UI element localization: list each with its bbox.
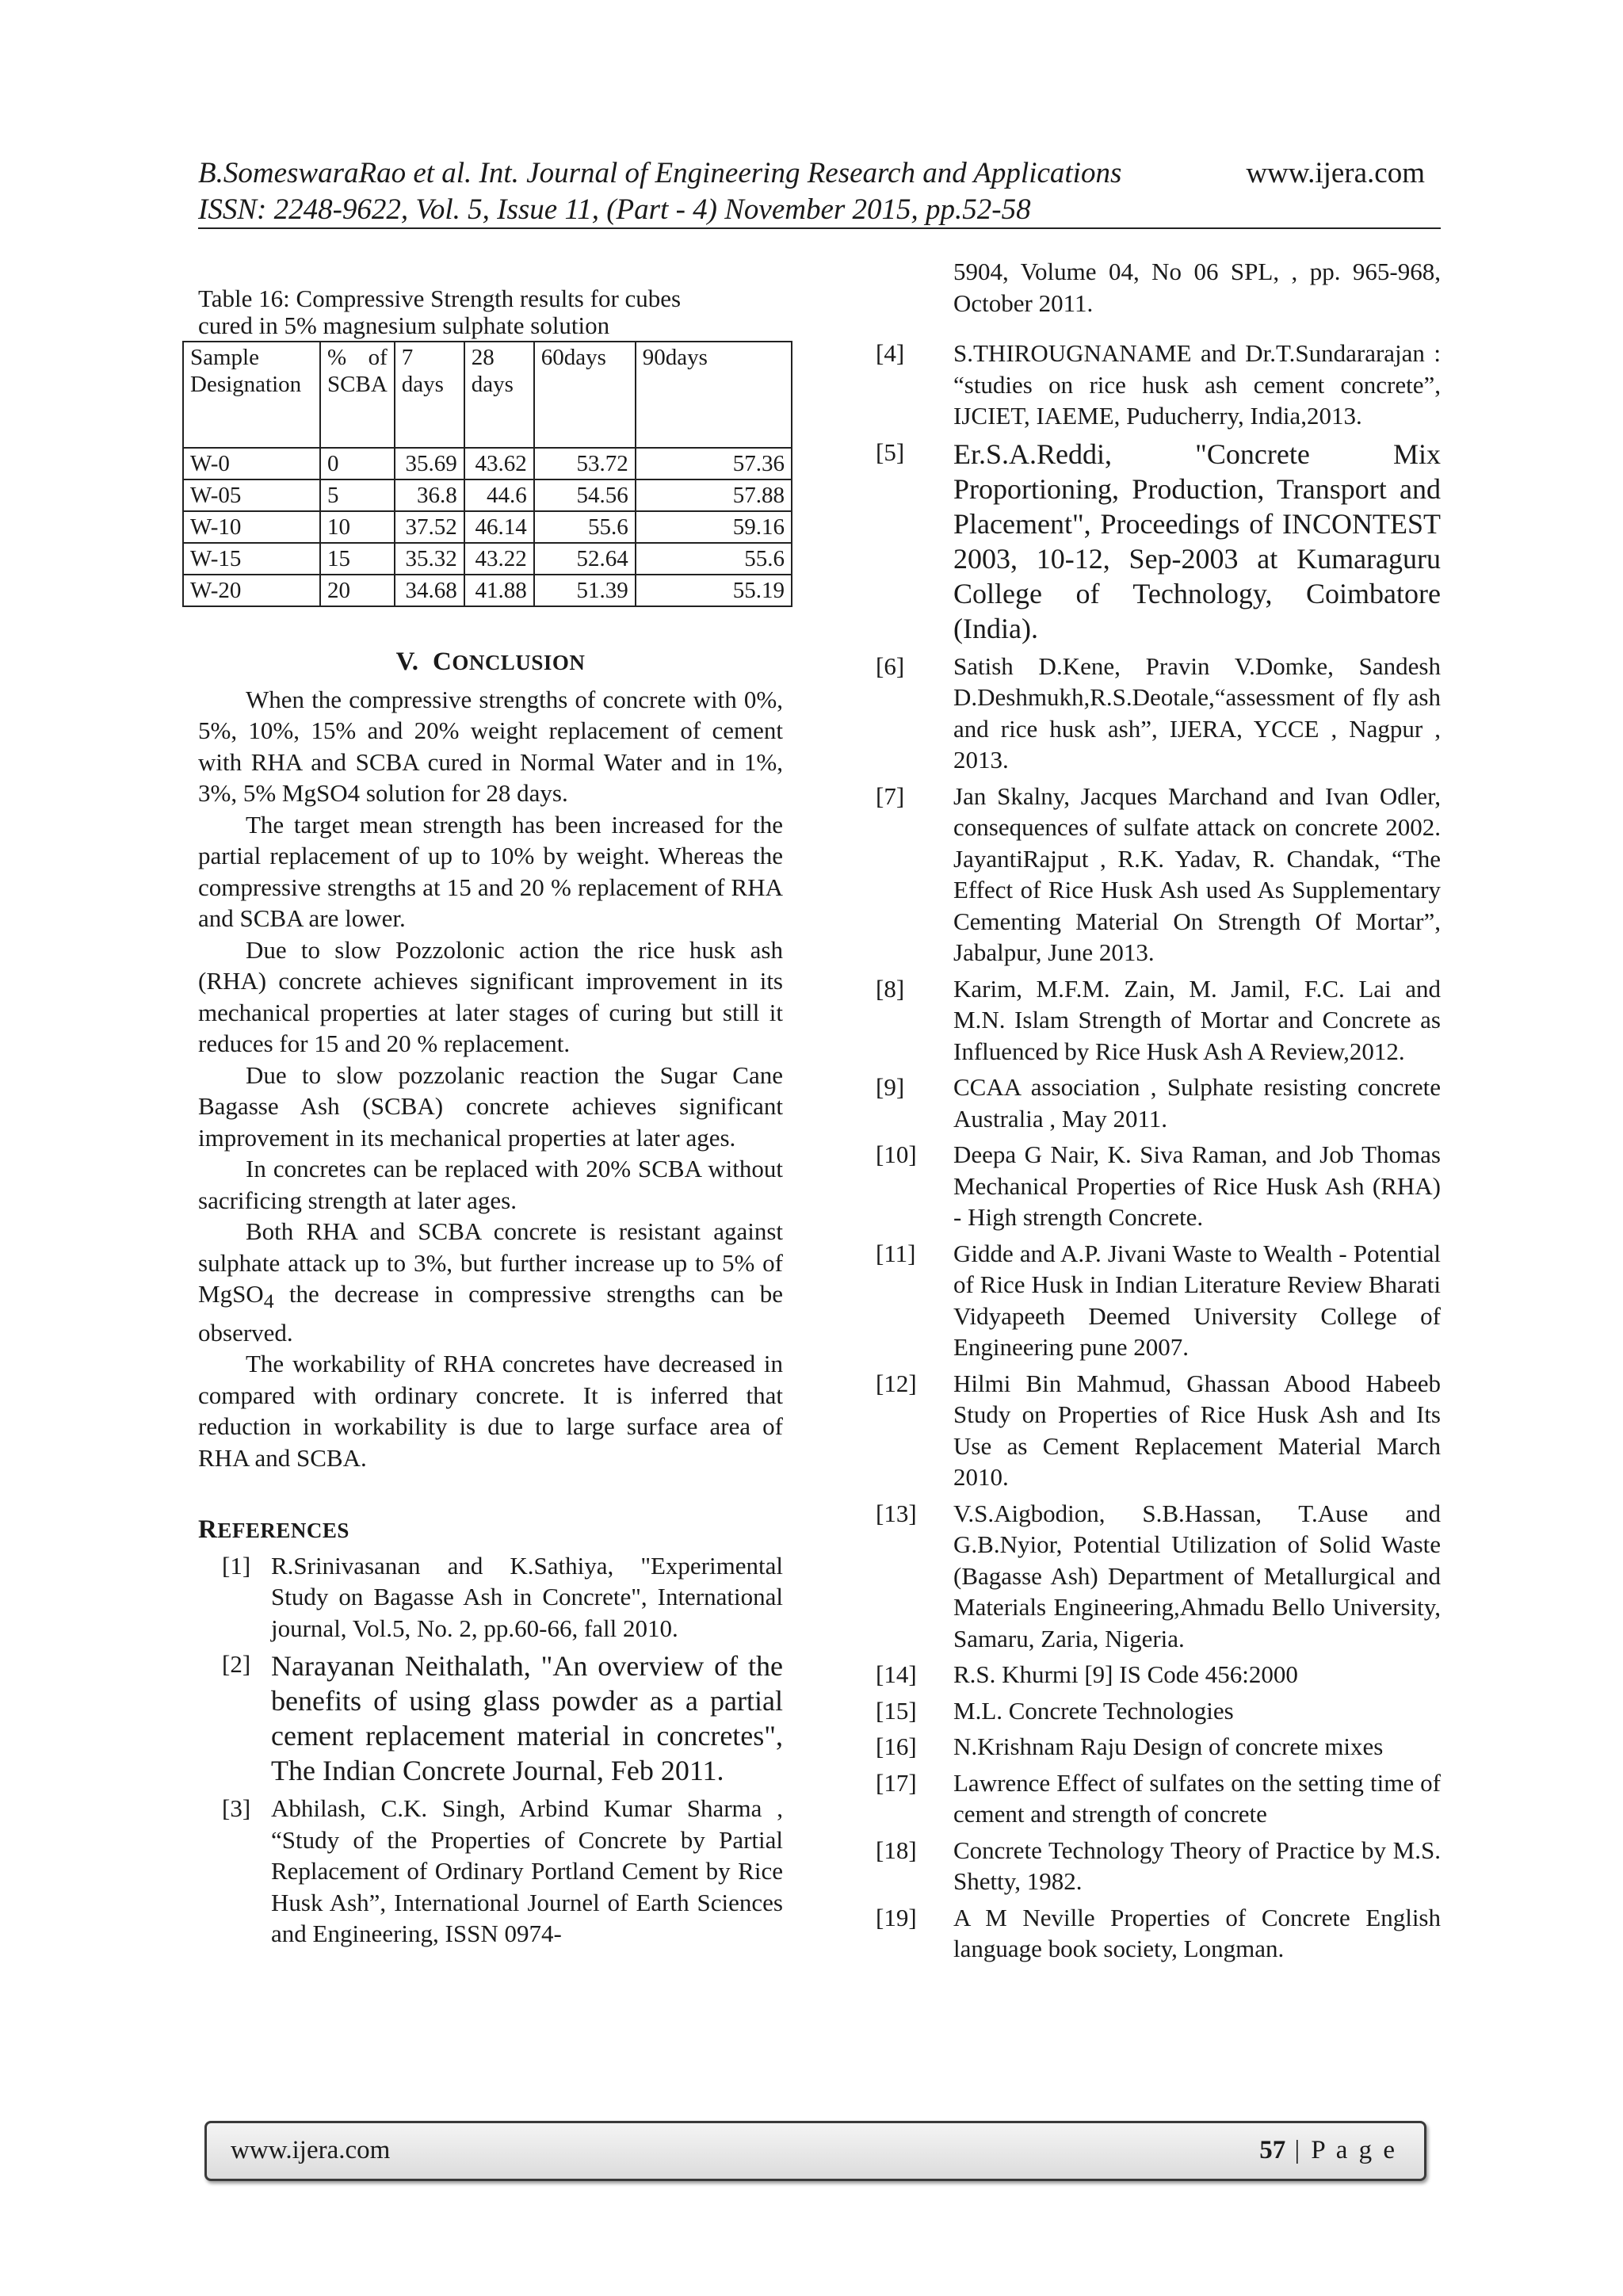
page-label: | P a g e <box>1285 2136 1397 2164</box>
reference-item <box>876 781 1441 968</box>
header-rule <box>198 227 1441 229</box>
paragraph-text: the decrease in compressive strengths can be observed. <box>198 1280 783 1347</box>
reference-text: S.THIROUGNANAME and Dr.T.Sundararajan : “studies on rice husk ash cement concrete”, IJCIET, IAEME, Puducherry, India,2013. <box>953 339 1441 430</box>
reference-text: Satish D.Kene, Pravin V.Domke, Sandesh D.Deshmukh,R.S.Deotale,“assessment of fly ash and rice husk ash”, IJERA, YCCE , Nagpur , 2013. <box>953 651 1441 774</box>
table-header-cell: 28 days <box>464 342 534 448</box>
table-cell: 46.14 <box>464 511 534 543</box>
conclusion-paragraph: The target mean strength has been increased for the partial replacement of up to 10% by weight. Whereas the compressive strengths at 15 and 20 % replacement of RHA and SCBA are lower. <box>198 810 783 932</box>
reference-number: [6] <box>876 651 905 680</box>
reference-item <box>876 1767 1441 1830</box>
compressive-strength-table <box>182 341 792 607</box>
reference-item <box>876 1498 1441 1655</box>
table-cell: 54.56 <box>534 479 636 511</box>
table-row <box>183 575 792 606</box>
conclusion-paragraph: In concretes can be replaced with 20% SCBA without sacrificing strength at later ages. <box>198 1155 783 1214</box>
table-caption-line: cured in 5% magnesium sulphate solution <box>198 311 610 339</box>
reference-item <box>876 1072 1441 1134</box>
table-cell: W-0 <box>183 448 320 479</box>
table-cell: 0 <box>320 448 395 479</box>
header-issn: ISSN: 2248-9622, Vol. 5, Issue 11, (Part - 4) November 2015, pp.52-58 <box>198 193 1031 226</box>
right-column <box>876 256 1441 1969</box>
reference-number: [17] <box>876 1768 917 1797</box>
table-header-cell: 7 days <box>395 342 464 448</box>
table-cell: 55.6 <box>636 543 792 575</box>
table-cell: 20 <box>320 575 395 606</box>
reference-number: [14] <box>876 1660 917 1688</box>
section-title-rest: EFERENCES <box>217 1519 349 1543</box>
table-row <box>183 511 792 543</box>
reference-item <box>198 1793 783 1950</box>
header-citation: B.SomeswaraRao et al. Int. Journal of Engineering Research and Applications <box>198 157 1122 189</box>
table-cell: 51.39 <box>534 575 636 606</box>
reference-text: R.S. Khurmi [9] IS Code 456:2000 <box>953 1660 1298 1688</box>
table-cell: 55.6 <box>534 511 636 543</box>
reference-item <box>876 1695 1441 1727</box>
section-title-initial: C <box>432 648 453 676</box>
table-cell: W-05 <box>183 479 320 511</box>
reference-number: [16] <box>876 1733 917 1760</box>
table-cell: 44.6 <box>464 479 534 511</box>
table-cell: 34.68 <box>395 575 464 606</box>
header-url: www.ijera.com <box>1246 157 1425 189</box>
reference-item <box>876 1659 1441 1690</box>
reference-text: Gidde and A.P. Jivani Waste to Wealth - Potential of Rice Husk in Indian Literature Review Bharati Vidyapeeth Deemed University College of Engineering pune 2007. <box>953 1239 1441 1361</box>
reference-text: Concrete Technology Theory of Practice by M.S. Shetty, 1982. <box>953 1836 1441 1895</box>
reference-text: Er.S.A.Reddi, "Concrete Mix Proportioning, Production, Transport and Placement", Proceedings of INCONTEST 2003, 10-12, Sep-2003 at Kumaraguru College of Technology, Coimbatore (India). <box>953 437 1441 644</box>
reference-item <box>876 651 1441 776</box>
table-cell: 36.8 <box>395 479 464 511</box>
reference-number: [11] <box>876 1239 916 1267</box>
reference-text: Deepa G Nair, K. Siva Raman, and Job Thomas Mechanical Properties of Rice Husk Ash (RHA) - High strength Concrete. <box>953 1140 1441 1231</box>
table-cell: 15 <box>320 543 395 575</box>
table-cell: 55.19 <box>636 575 792 606</box>
reference-text: N.Krishnam Raju Design of concrete mixes <box>953 1733 1384 1760</box>
table-header-row <box>183 342 792 448</box>
references-heading <box>198 1515 783 1547</box>
reference-number: [9] <box>876 1073 905 1101</box>
reference-number: [13] <box>876 1499 917 1527</box>
table-cell: 57.88 <box>636 479 792 511</box>
table-header-cell: 60days <box>534 342 636 448</box>
table-cell: 53.72 <box>534 448 636 479</box>
table-row <box>183 543 792 575</box>
left-column <box>190 285 785 1954</box>
page-footer <box>204 2121 1426 2181</box>
reference-number: [7] <box>876 781 905 810</box>
reference-number: [2] <box>222 1650 251 1679</box>
table-cell: 59.16 <box>636 511 792 543</box>
conclusion-paragraph: Due to slow pozzolanic reaction the Sugar Cane Bagasse Ash (SCBA) concrete achieves significant improvement in its mechanical properties at later ages. <box>198 1060 783 1152</box>
reference-text: Jan Skalny, Jacques Marchand and Ivan Odler, consequences of sulfate attack on concrete 2002. JayantiRajput , R.K. Yadav, R. Chandak, “The Effect of Rice Husk Ash used As Supplementary Cementing Material On Strength Of Mortar”, Jabalpur, June 2013. <box>953 781 1441 966</box>
conclusion-paragraph: Due to slow Pozzolonic action the rice husk ash (RHA) concrete achieves significant improvement in its mechanical properties at later stages of curing but still it reduces for 15 and 20 % replacement. <box>198 935 783 1057</box>
reference-item <box>876 1731 1441 1763</box>
table-cell: W-10 <box>183 511 320 543</box>
reference-text: Abhilash, C.K. Singh, Arbind Kumar Sharma , “Study of the Properties of Concrete by Partial Replacement of Ordinary Portland Cement by Rice Husk Ash”, International Journel of Earth Sciences and Engineering, ISSN 0974- <box>271 1794 783 1948</box>
conclusion-paragraph: When the compressive strengths of concrete with 0%, 5%, 10%, 15% and 20% weight replacement of cement with RHA and SCBA cured in Normal Water and in 1%, 3%, 5% MgSO4 solution for 28 days. <box>198 685 783 807</box>
table-header-cell: 90days <box>636 342 792 448</box>
reference-text: R.Srinivasanan and K.Sathiya, "Experimental Study on Bagasse Ash in Concrete", International journal, Vol.5, No. 2, pp.60-66, fall 2010. <box>271 1551 783 1642</box>
conclusion-paragraph <box>198 1216 783 1348</box>
reference-item <box>876 1835 1441 1897</box>
reference-item <box>876 1902 1441 1965</box>
paragraph-text: Both RHA and SCBA concrete is resistant against sulphate attack up to 3%, but further increase up to 5% of MgSO <box>198 1217 783 1308</box>
reference-item <box>876 338 1441 432</box>
table-cell: 35.69 <box>395 448 464 479</box>
reference-text: V.S.Aigbodion, S.B.Hassan, T.Ause and G.B.Nyior, Potential Utilization of Solid Waste (Bagasse Ash) Department of Metallurgical and Materials Engineering,Ahmadu Bello University, Samaru, Zaria, Nigeria. <box>953 1499 1441 1652</box>
section-title-rest: ONCLUSION <box>452 651 586 674</box>
reference-number: [18] <box>876 1836 917 1864</box>
reference-item <box>876 437 1441 646</box>
table-cell: 10 <box>320 511 395 543</box>
table-cell: 52.64 <box>534 543 636 575</box>
subscript: 4 <box>263 1289 274 1313</box>
section-number: V. <box>395 648 419 676</box>
table-cell: 35.32 <box>395 543 464 575</box>
reference-text: Narayanan Neithalath, "An overview of the benefits of using glass powder as a partial cement replacement material in concretes", The Indian Concrete Journal, Feb 2011. <box>271 1650 783 1787</box>
reference-number: [15] <box>876 1696 917 1725</box>
table-row <box>183 448 792 479</box>
section-title-initial: R <box>198 1515 218 1545</box>
reference-item <box>876 1238 1441 1363</box>
table-cell: W-15 <box>183 543 320 575</box>
table-cell: W-20 <box>183 575 320 606</box>
reference-number: [10] <box>876 1140 917 1168</box>
table-cell: 5 <box>320 479 395 511</box>
reference-item <box>876 1139 1441 1233</box>
running-header <box>198 155 1121 228</box>
reference-text: Karim, M.F.M. Zain, M. Jamil, F.C. Lai and M.N. Islam Strength of Mortar and Concrete as Influenced by Rice Husk Ash A Review,2012. <box>953 974 1441 1065</box>
table-cell: 37.52 <box>395 511 464 543</box>
reference-text: CCAA association , Sulphate resisting concrete Australia , May 2011. <box>953 1073 1441 1133</box>
reference-text: Hilmi Bin Mahmud, Ghassan Abood Habeeb Study on Properties of Rice Husk Ash and Its Use as Cement Replacement Material March 2010. <box>953 1369 1441 1491</box>
reference-number: [8] <box>876 974 905 1003</box>
table-cell: 43.62 <box>464 448 534 479</box>
page-number-value: 57 <box>1259 2136 1286 2164</box>
conclusion-heading <box>198 647 783 679</box>
reference-number: [5] <box>876 437 905 466</box>
table-cell: 41.88 <box>464 575 534 606</box>
table-header-cell: Sample Designation <box>183 342 320 448</box>
reference-number: [19] <box>876 1903 917 1931</box>
reference-number: [1] <box>222 1551 251 1580</box>
reference-text: A M Neville Properties of Concrete English language book society, Longman. <box>953 1903 1441 1962</box>
conclusion-paragraph: The workability of RHA concretes have decreased in compared with ordinary concrete. It is inferred that reduction in workability is due to large surface area of RHA and SCBA. <box>198 1350 783 1472</box>
reference-text: M.L. Concrete Technologies <box>953 1696 1234 1725</box>
reference-item <box>198 1550 783 1645</box>
table-caption <box>198 285 783 339</box>
table-caption-line: Table 16: Compressive Strength results for cubes <box>198 285 682 312</box>
page-number <box>1259 2133 1397 2168</box>
table-row <box>183 479 792 511</box>
table-cell: 43.22 <box>464 543 534 575</box>
reference-number: [12] <box>876 1369 917 1397</box>
reference-text: Lawrence Effect of sulfates on the setting time of cement and strength of concrete <box>953 1768 1441 1828</box>
table-cell: 57.36 <box>636 448 792 479</box>
reference-number: [3] <box>222 1794 251 1823</box>
reference-item <box>198 1648 783 1788</box>
footer-url: www.ijera.com <box>231 2136 391 2164</box>
reference-number: [4] <box>876 339 905 367</box>
table-header-cell: % of SCBA <box>320 342 395 448</box>
reference-item <box>876 1368 1441 1493</box>
reference-item <box>876 973 1441 1068</box>
reference-continuation: 5904, Volume 04, No 06 SPL, , pp. 965-968, October 2011. <box>953 258 1441 317</box>
